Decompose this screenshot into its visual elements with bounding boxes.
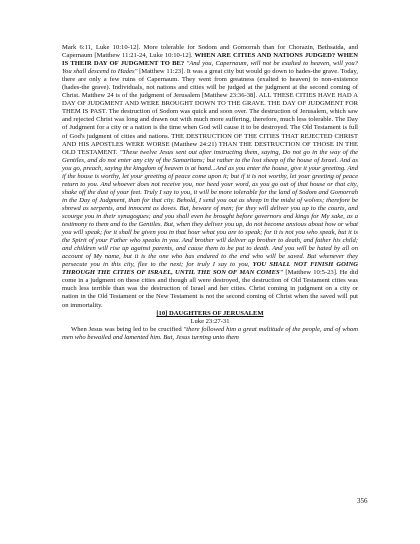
page-number: 356 <box>357 497 368 505</box>
text-run: When Jesus was being led to be crucified <box>71 325 184 333</box>
scripture-quote: "And you, Capernaum, will not be exalted to heaven, will you? You shall descend to Hades" <box>62 60 358 76</box>
scripture-quote: "These twelve Jesus sent out after instructing them, saying, Do not go in the way of the Gentiles, and do not enter any city of the Samaritans; but rather to the lost sheep of the house of Israel. And as you go, preach, saying the kingdom of heaven is at hand...And as you enter the house, give it your greeting. And if the house is worthy, let your greeting of peace come upon it; but if it is not worthy, let your greeting of peace return to you. And whoever does not receive you, nor heed your word, as you go out of that house or that city, shake off the dust of your feet. Truly I say to you, it will be more tolerable for the land of Sodom and Gomorrah in the Day of Judgment, than for that city. Behold, I send you out as sheep in the midst of wolves; therefore be shrewd as serpents, and innocent as doves. But, beware of men; for they will deliver you up to the courts, and scourge you in their synagogues; and you shall even be brought before governors and kings for My sake, as a testimony to them and to the Gentiles. But, when they deliver you up, do not become anxious about how or what you will speak; for it shall be given you in that hour what you are to speak; for it is not you who speak, but it is the Spirit of your Father who speaks in you. And brother will deliver up brother to death, and father his child; and children will rise up against parents, and cause them to be put to death. And you will be hated by all on account of My name, but it is the one who has endured to the end who will be saved. But whenever they persecute you in this city, flee to the next; for truly I say to you, <box>62 148 358 269</box>
text-run: [Matthew 11:23]. It was a great city but would go down to hades-the grave. Today, there are only a few ruins of Capernaum. They went from greatness (exalted to heaven) to non-existence (hades-the grave). Individuals, not nations and cities will be judged at the judgment at the second coming of Christ. Matthew 24 is of the judgment of Jerusalem [Matthew 23:36-38]. ALL THESE CITIES HAVE HAD A DAY OF JUDGMENT AND WERE BROUGHT DOWN TO THE GRAVE. THE DAY OF JUDGMENT FOR THEM IS PAST. The destruction of Sodom was quick and soon over. The destruction of Jerusalem, which saw and rejected Christ was long and drawn out with much more suffering, therefore, much less tolerable. The Day of Judgment for a city or a nation is the time when God will cause it to be destroyed. The Old Testament is full of God's judgment of cities and nations. THE DESTRUCTION OF THE CITIES THAT REJECTED CHRIST AND HIS APOSTLES WERE WORSE (Matthew 24:21) THAN THE DESTRUCTION OF THOSE IN THE OLD TESTAMENT. <box>62 68 358 156</box>
bold-italic-text: YOU SHALL NOT FINISH GOING THROUGH THE CITIES OF ISRAEL, UNTIL THE SON OF MAN COMES" <box>62 261 359 277</box>
scripture-quote: "there followed him a great multitude of the people, and of whom men who bewailed and lamented him. But, Jesus turning unto them <box>62 325 359 341</box>
section-subheading: Luke 23:27-31 <box>190 317 230 325</box>
text-run: [Matthew 10:5-23]. He did come in a judgment on these cities and though all were destroyed, the destruction of Old Testament cities was much less terrible than was the destruction of Israel and her cities. Christ coming in judgment on a city or nation in the Old Testament or the New Testament is not the second coming of Christ when the saved will put on immortality. <box>62 269 358 309</box>
body-paragraph <box>62 326 358 342</box>
section-heading: [10] DAUGHTERS OF JERUSALEM <box>156 309 264 317</box>
text-run: Mark 6:11, Luke 10:10-12]. More tolerable for Sodom and Gomorrah than for Chorazin, Bethsaida, and Capernaum [Matthew 11:21-24, Luke 10:10-12]. <box>62 44 358 60</box>
page-body <box>62 44 358 342</box>
bold-question: WHEN ARE CITIES AND NATIONS JUDGED? WHEN IS THEIR DAY OF JUDGMENT TO BE? <box>62 52 358 68</box>
body-paragraph <box>62 44 358 310</box>
